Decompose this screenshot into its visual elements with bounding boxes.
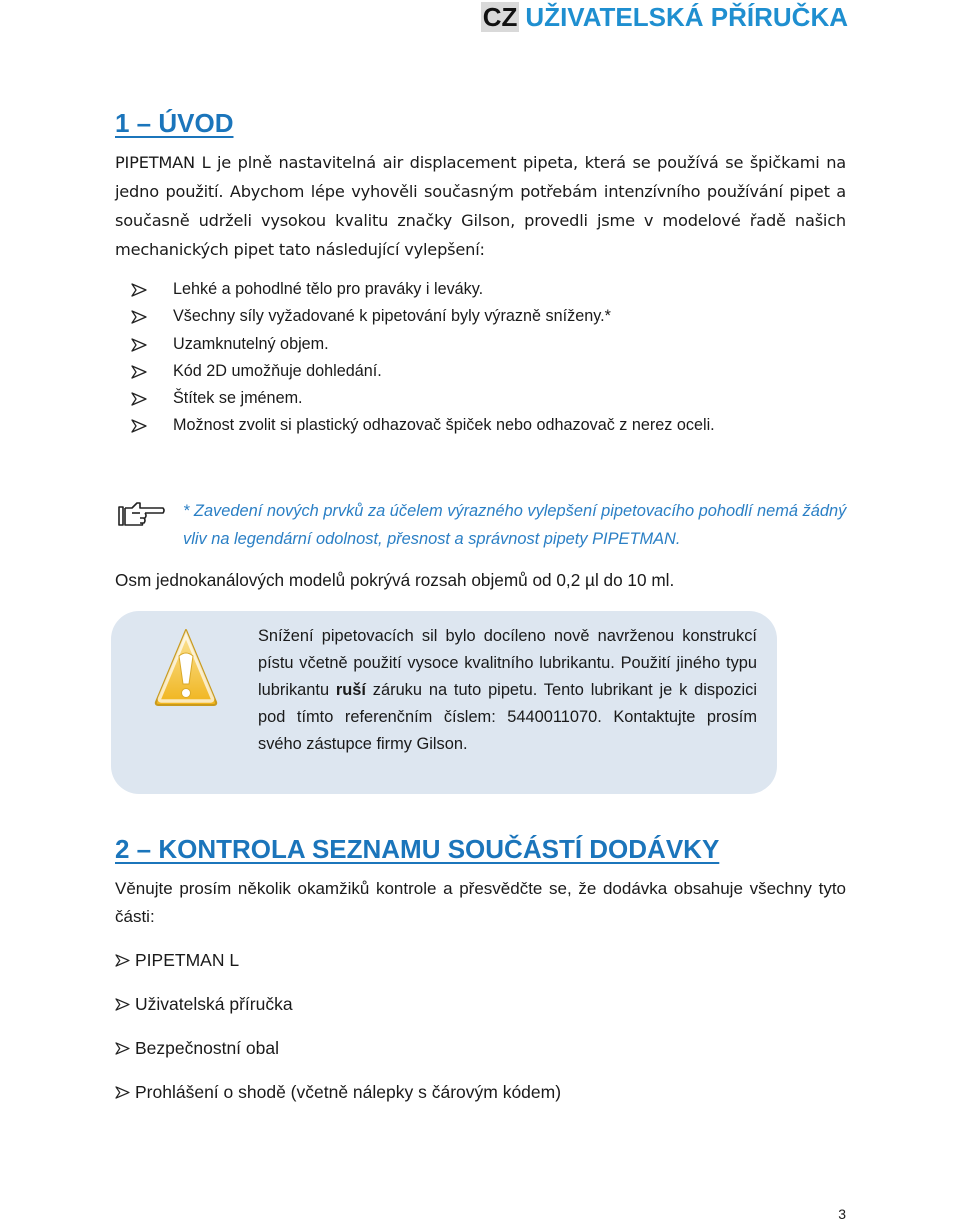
list-item: Prohlášení o shodě (včetně nálepky s čárovým kódem)	[115, 1080, 561, 1124]
arrow-bullet-icon	[131, 310, 147, 324]
note-text: * Zavedení nových prvků za účelem výrazného vylepšení pipetovacího pohodlí nemá žádný vliv na legendární odolnost, přesnost a správnost pipety PIPETMAN.	[183, 502, 847, 548]
models-paragraph: Osm jednokanálových modelů pokrývá rozsah objemů od 0,2 µl do 10 ml.	[115, 570, 675, 590]
arrow-bullet-icon	[131, 283, 147, 297]
list-item: Bezpečnostní obal	[115, 1036, 561, 1080]
section-2-intro: Věnujte prosím několik okamžiků kontrole a přesvědčte se, že dodávka obsahuje všechny tyto části:	[115, 879, 846, 926]
language-code: CZ	[482, 2, 518, 32]
document-title: UŽIVATELSKÁ PŘÍRUČKA	[525, 2, 848, 32]
arrow-bullet-icon	[131, 392, 147, 406]
arrow-bullet-icon	[115, 998, 130, 1011]
feature-list	[131, 276, 715, 440]
list-item: PIPETMAN L	[115, 948, 561, 992]
list-item: Možnost zvolit si plastický odhazovač špiček nebo odhazovač z nerez oceli.	[131, 412, 715, 439]
contents-list	[115, 948, 561, 1124]
list-item: Lehké a pohodlné tělo pro praváky i leváky.	[131, 276, 715, 303]
warning-text: Snížení pipetovacích sil bylo docíleno nově navrženou konstrukcí pístu včetně použití vysoce kvalitního lubrikantu. Použití jiného typu lubrikantu ruší záruku na tuto pipetu. Tento lubrikant je k dispozici pod tímto referenčním číslem: 5440011070. Kontaktujte prosím svého zástupce firmy Gilson.	[258, 627, 757, 753]
intro-paragraph: PIPETMAN L je plně nastavitelná air displacement pipeta, která se používá se špičkami na jedno použití. Abychom lépe vyhověli současným potřebám intenzívního používání pipet a současně udrželi vysokou kvalitu značky Gilson, provedli jsme v modelové řadě našich mechanických pipet tato následující vylepšení:	[115, 153, 846, 259]
arrow-bullet-icon	[115, 1086, 130, 1099]
warning-triangle-icon	[152, 624, 220, 708]
arrow-bullet-icon	[115, 1042, 130, 1055]
pointing-hand-icon	[118, 500, 166, 528]
arrow-bullet-icon	[131, 419, 147, 433]
emphasis-text: ruší	[335, 681, 366, 699]
page-number: 3	[838, 1206, 846, 1222]
section-1-heading: 1 – ÚVOD	[115, 108, 234, 138]
section-2-heading: 2 – KONTROLA SEZNAMU SOUČÁSTÍ DODÁVKY	[115, 834, 720, 864]
arrow-bullet-icon	[131, 338, 147, 352]
list-item: Kód 2D umožňuje dohledání.	[131, 358, 715, 385]
arrow-bullet-icon	[115, 954, 130, 967]
arrow-bullet-icon	[131, 365, 147, 379]
list-item: Uživatelská příručka	[115, 992, 561, 1036]
list-item: Všechny síly vyžadované k pipetování byly výrazně sníženy.*	[131, 303, 715, 330]
page-header	[481, 2, 848, 33]
list-item: Uzamknutelný objem.	[131, 331, 715, 358]
list-item: Štítek se jménem.	[131, 385, 715, 412]
